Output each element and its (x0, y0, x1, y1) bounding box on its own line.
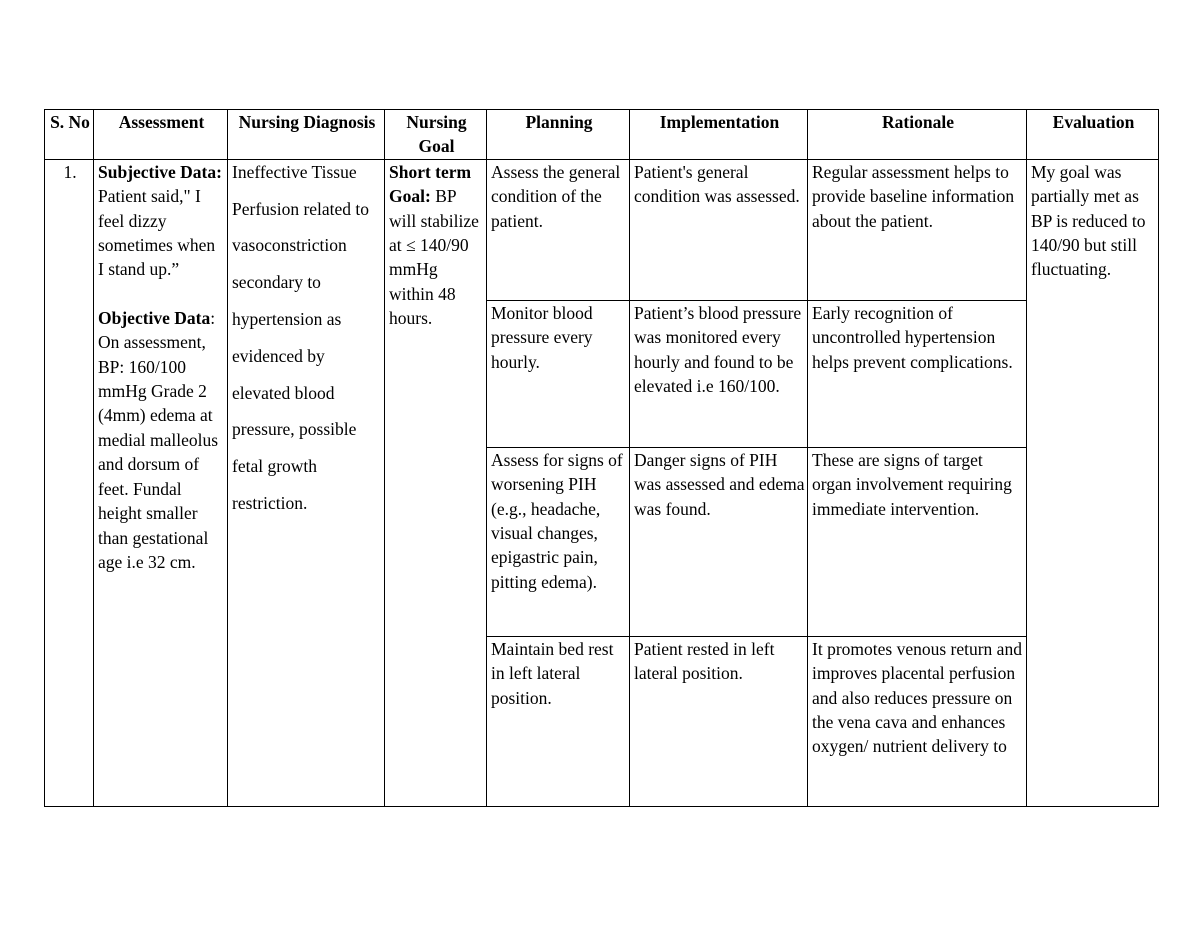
rationale-cell-1: Regular assessment helps to provide baseline information about the patient. (808, 159, 1027, 300)
subjective-data-label: Subjective Data: (98, 161, 222, 182)
rationale-cell-4: It promotes venous return and improves placental perfusion and also reduces pressure on the vena cava and enhances oxygen/ nutrient delivery to (808, 636, 1027, 806)
subjective-data (98, 160, 225, 282)
header-nursing-goal: Nursing Goal (385, 110, 487, 160)
header-implementation: Implementation (630, 110, 808, 160)
header-planning: Planning (487, 110, 630, 160)
header-assessment: Assessment (94, 110, 228, 160)
header-row (45, 110, 1159, 160)
header-evaluation: Evaluation (1027, 110, 1159, 160)
header-rationale: Rationale (808, 110, 1027, 160)
table-row (45, 159, 1159, 300)
subjective-data-text: Patient said," I feel dizzy sometimes when I stand up.” (98, 186, 216, 280)
implementation-cell-1: Patient's general condition was assessed. (630, 159, 808, 300)
objective-data-text: : On assessment, BP: 160/100 mmHg Grade 2 (4mm) edema at medial malleolus and dorsum of feet. Fundal height smaller than gestational age i.e 32 cm. (98, 307, 219, 572)
planning-cell-4: Maintain bed rest in left lateral position. (487, 636, 630, 806)
nursing-diagnosis-cell (228, 159, 385, 806)
implementation-cell-2: Patient’s blood pressure was monitored every hourly and found to be elevated i.e 160/100. (630, 300, 808, 447)
serial-number-cell: 1. (45, 159, 94, 806)
rationale-cell-3: These are signs of target organ involvement requiring immediate intervention. (808, 447, 1027, 636)
nursing-goal-cell (385, 159, 487, 806)
header-nursing-diagnosis: Nursing Diagnosis (228, 110, 385, 160)
goal-label: Short term Goal: (389, 161, 472, 207)
objective-data (98, 306, 225, 574)
planning-cell-2: Monitor blood pressure every hourly. (487, 300, 630, 447)
implementation-cell-3: Danger signs of PIH was assessed and edema was found. (630, 447, 808, 636)
planning-cell-1: Assess the general condition of the patient. (487, 159, 630, 300)
header-sno: S. No (45, 110, 94, 160)
goal-text: BP will stabilize at ≤ 140/90 mmHg within 48 hours. (389, 186, 479, 329)
assessment-cell (94, 159, 228, 806)
nursing-diagnosis-text: Ineffective Tissue Perfusion related to vasoconstriction secondary to hypertension as evidenced by elevated blood pressure, possible fetal growth restriction. (232, 161, 370, 513)
implementation-cell-4: Patient rested in left lateral position. (630, 636, 808, 806)
objective-data-label: Objective Data (98, 307, 211, 328)
evaluation-cell: My goal was partially met as BP is reduced to 140/90 but still fluctuating. (1027, 159, 1159, 806)
nursing-care-plan-table (44, 109, 1159, 807)
rationale-cell-2: Early recognition of uncontrolled hypertension helps prevent complications. (808, 300, 1027, 447)
planning-cell-3: Assess for signs of worsening PIH (e.g., headache, visual changes, epigastric pain, pitting edema). (487, 447, 630, 636)
